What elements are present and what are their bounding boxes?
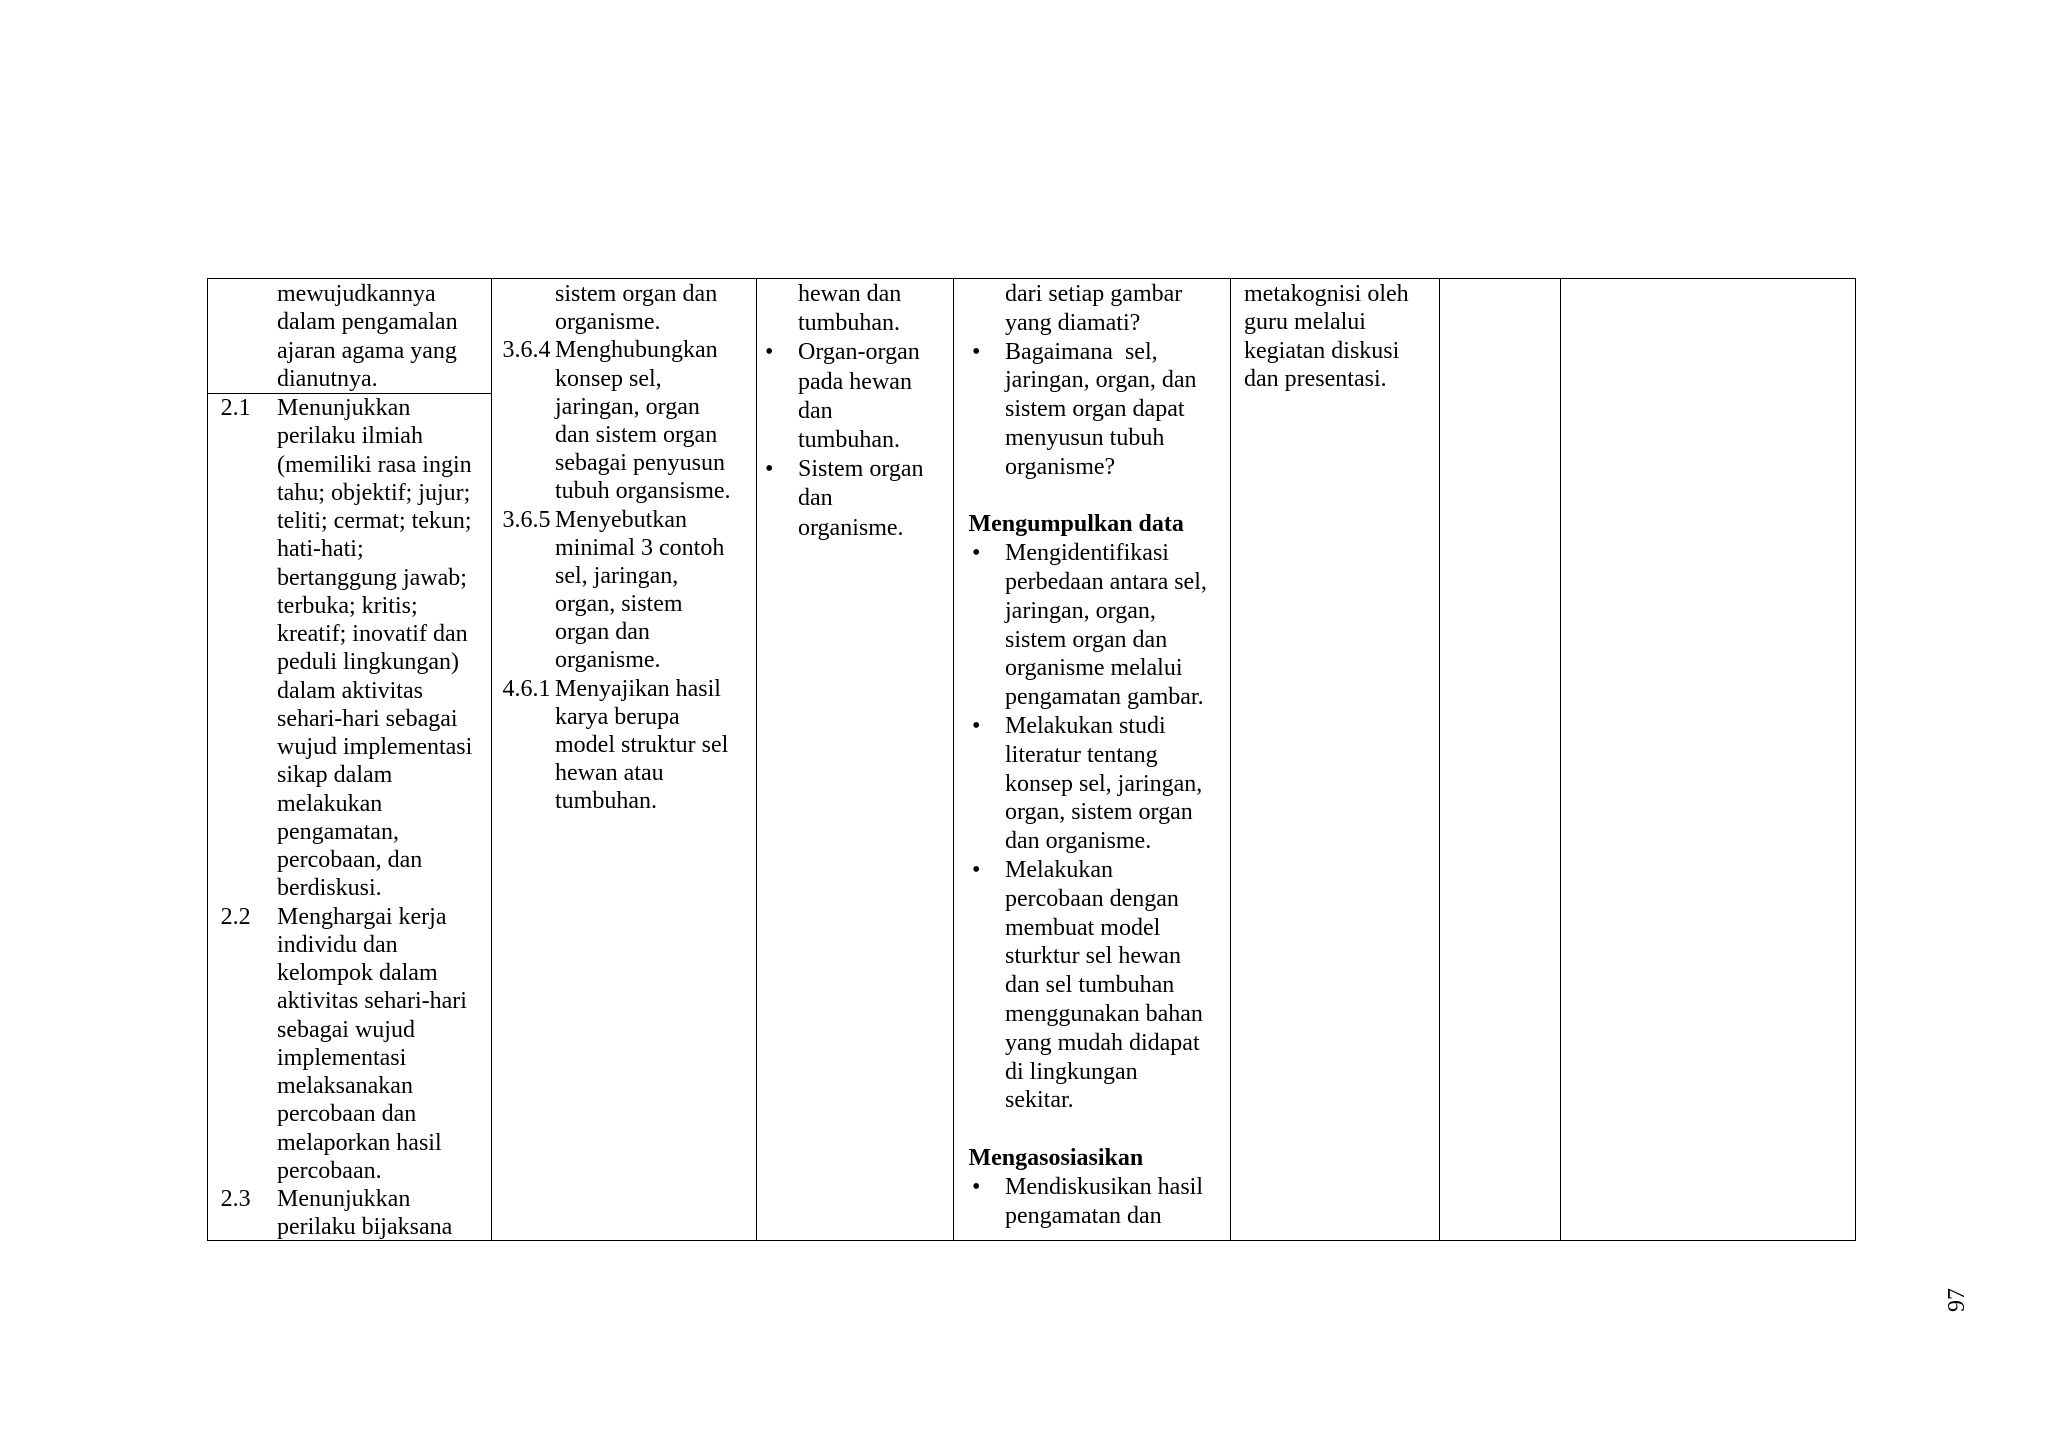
bullet-text: [954, 856, 1230, 1115]
text-line: dan organisme.: [1005, 828, 1152, 855]
section-heading: Mengumpulkan data: [968, 511, 1184, 538]
numbered-item: [492, 336, 756, 505]
item-number: 2.2: [220, 903, 251, 930]
text-line: organ, sistem: [555, 591, 683, 618]
bullet-text: [954, 539, 1230, 712]
text-line: kreatif; inovatif dan: [277, 621, 468, 647]
text-line: aktivitas sehari-hari: [277, 988, 467, 1015]
text-line: hati-hati;: [277, 536, 364, 563]
table-cell-3: [756, 279, 953, 1240]
text-line: tumbuhan.: [798, 310, 900, 337]
text-line: tubuh organsisme.: [555, 478, 731, 505]
text-line: organ dan: [555, 619, 650, 646]
text-line: tumbuhan.: [798, 426, 900, 453]
text-line: berdiskusi.: [277, 875, 382, 902]
text-line: teliti; cermat; tekun;: [277, 508, 472, 534]
text-line: perilaku bijaksana: [277, 1214, 453, 1240]
bullet-marker: [972, 1173, 980, 1202]
text-line: Bagaimana sel,: [1005, 338, 1158, 365]
text-line: organisme melalui: [1005, 655, 1183, 682]
activity-section: [954, 510, 1230, 1115]
text-line: jaringan, organ: [555, 393, 700, 420]
item-text: [208, 394, 491, 903]
text-line: percobaan, dan: [277, 847, 423, 873]
text-line: konsep sel, jaringan,: [1005, 770, 1203, 797]
bullet-marker: [972, 539, 980, 568]
bullet-marker: [972, 712, 980, 741]
text-line: menyusun tubuh: [1005, 424, 1165, 451]
text-line: mewujudkannya: [277, 281, 436, 307]
text-line: dan: [798, 397, 833, 424]
text-line: minimal 3 contoh: [555, 534, 725, 561]
text-line: Organ-organ: [798, 339, 920, 366]
numbered-item: [208, 394, 491, 903]
text-line: Melakukan studi: [1005, 712, 1166, 739]
page-number: 97: [1944, 1288, 1970, 1312]
bullet-text: [757, 338, 953, 455]
text-line: sebagai wujud: [277, 1016, 415, 1043]
numbered-item: [492, 506, 756, 675]
text-line: Melakukan: [1005, 856, 1113, 883]
text-line: membuat model: [1005, 914, 1161, 941]
text-line: pengamatan gambar.: [1005, 684, 1204, 711]
text-line: peduli lingkungan): [277, 649, 459, 676]
text-line: jaringan, organ,: [1005, 597, 1156, 624]
text-line: Sistem organ: [798, 456, 924, 483]
text-line: pengamatan,: [277, 818, 399, 845]
text-line: di lingkungan: [1005, 1058, 1138, 1085]
continuation-text: [1231, 280, 1439, 394]
text-line: melaporkan hasil: [277, 1129, 442, 1156]
bullet-text: [954, 1173, 1230, 1231]
table-cell-6: [1439, 279, 1560, 1240]
text-line: dan: [798, 485, 833, 512]
item-number: 2.1: [220, 395, 251, 421]
text-line: Menghargai kerja: [277, 903, 447, 930]
text-line: konsep sel,: [555, 365, 662, 392]
text-line: perilaku ilmiah: [277, 423, 423, 450]
text-line: dari setiap gambar: [1005, 281, 1183, 307]
text-line: sehari-hari sebagai: [277, 705, 458, 732]
text-line: organisme.: [555, 647, 661, 674]
bullet-item: [954, 1173, 1230, 1231]
text-line: sturktur sel hewan: [1005, 943, 1181, 970]
text-line: yang diamati?: [1005, 309, 1141, 336]
table: [207, 278, 1856, 1241]
text-line: organ, sistem organ: [1005, 799, 1193, 826]
text-line: Mendiskusikan hasil: [1005, 1173, 1203, 1200]
continuation-text: [492, 280, 756, 336]
text-line: dalam aktivitas: [277, 677, 423, 704]
text-line: dan presentasi.: [1244, 366, 1387, 393]
bullet-marker: [765, 338, 773, 367]
text-line: kelompok dalam: [277, 960, 438, 986]
text-line: yang mudah didapat: [1005, 1029, 1200, 1056]
bullet-marker: [972, 338, 980, 367]
text-line: sel, jaringan,: [555, 562, 679, 589]
bullet-item: [757, 455, 953, 543]
text-line: Menyebutkan: [555, 506, 687, 533]
text-line: organisme.: [555, 309, 661, 336]
text-line: sistem organ dapat: [1005, 396, 1185, 423]
bullet-text: [757, 455, 953, 543]
text-line: melaksanakan: [277, 1073, 413, 1099]
text-line: perbedaan antara sel,: [1005, 568, 1207, 595]
continuation-text: [208, 280, 491, 394]
bullet-text: [954, 338, 1230, 482]
item-number: 4.6.1: [502, 675, 551, 702]
item-number: 3.6.4: [502, 337, 551, 364]
bullet-item: [954, 338, 1230, 482]
text-line: melakukan: [277, 790, 383, 817]
item-number: 3.6.5: [502, 506, 551, 533]
text-line: percobaan.: [277, 1157, 382, 1184]
text-line: Menyajikan hasil: [555, 675, 721, 702]
text-line: menggunakan bahan: [1005, 1000, 1203, 1027]
text-line: organisme?: [1005, 453, 1116, 480]
text-line: sikap dalam: [277, 762, 393, 789]
item-number: 2.3: [220, 1186, 251, 1212]
item-text: [208, 903, 491, 1186]
text-line: dalam pengamalan: [277, 309, 458, 336]
text-line: pengamatan dan: [1005, 1202, 1162, 1229]
text-line: guru melalui: [1244, 309, 1366, 336]
text-line: literatur tentang: [1005, 741, 1158, 768]
activity-section: [954, 1144, 1230, 1230]
text-line: percobaan dengan: [1005, 885, 1179, 912]
text-line: model struktur sel: [555, 732, 729, 758]
bullet-item: [954, 856, 1230, 1115]
table-cell-1: [208, 279, 491, 1240]
bullet-item: [757, 338, 953, 455]
table-cell-4: [953, 279, 1230, 1240]
continuation-text: [954, 280, 1230, 338]
text-line: dan sistem organ: [555, 421, 718, 448]
bullet-item: [954, 539, 1230, 712]
text-line: sebagai penyusun: [555, 450, 725, 477]
text-line: (memiliki rasa ingin: [277, 451, 472, 478]
text-line: pada hewan: [798, 368, 912, 395]
text-line: bertanggung jawab;: [277, 564, 467, 591]
text-line: karya berupa: [555, 703, 680, 730]
numbered-item: [208, 1185, 491, 1240]
numbered-item: [492, 675, 756, 816]
continuation-text: [757, 280, 953, 338]
bullet-marker: [972, 856, 980, 885]
section-heading: Mengasosiasikan: [968, 1144, 1144, 1171]
table-cell-2: [491, 279, 756, 1240]
text-line: sistem organ dan: [555, 281, 718, 307]
bullet-text: [954, 712, 1230, 856]
numbered-item: [208, 903, 491, 1186]
text-line: Menghubungkan: [555, 337, 718, 364]
text-line: wujud implementasi: [277, 734, 473, 760]
text-line: metakognisi oleh: [1244, 281, 1409, 307]
text-line: dan sel tumbuhan: [1005, 972, 1175, 999]
text-line: hewan dan: [798, 281, 902, 307]
bullet-item: [954, 712, 1230, 856]
bullet-marker: [765, 455, 773, 484]
text-line: sistem organ dan: [1005, 626, 1168, 653]
text-line: sekitar.: [1005, 1087, 1074, 1114]
text-line: organisme.: [798, 514, 904, 541]
table-cell-7: [1560, 279, 1855, 1240]
text-line: implementasi: [277, 1044, 407, 1071]
text-line: ajaran agama yang: [277, 337, 457, 364]
text-line: individu dan: [277, 931, 398, 958]
table-cell-5: [1230, 279, 1439, 1240]
text-line: jaringan, organ, dan: [1005, 367, 1197, 394]
text-line: Menunjukkan: [277, 1186, 411, 1212]
text-line: Menunjukkan: [277, 395, 411, 421]
text-line: dianutnya.: [277, 365, 378, 392]
text-line: tumbuhan.: [555, 788, 657, 815]
text-line: Mengidentifikasi: [1005, 540, 1169, 567]
text-line: tahu; objektif; jujur;: [277, 479, 471, 506]
text-line: terbuka; kritis;: [277, 592, 418, 619]
text-line: hewan atau: [555, 760, 664, 787]
text-line: percobaan dan: [277, 1101, 417, 1128]
text-line: kegiatan diskusi: [1244, 337, 1400, 364]
